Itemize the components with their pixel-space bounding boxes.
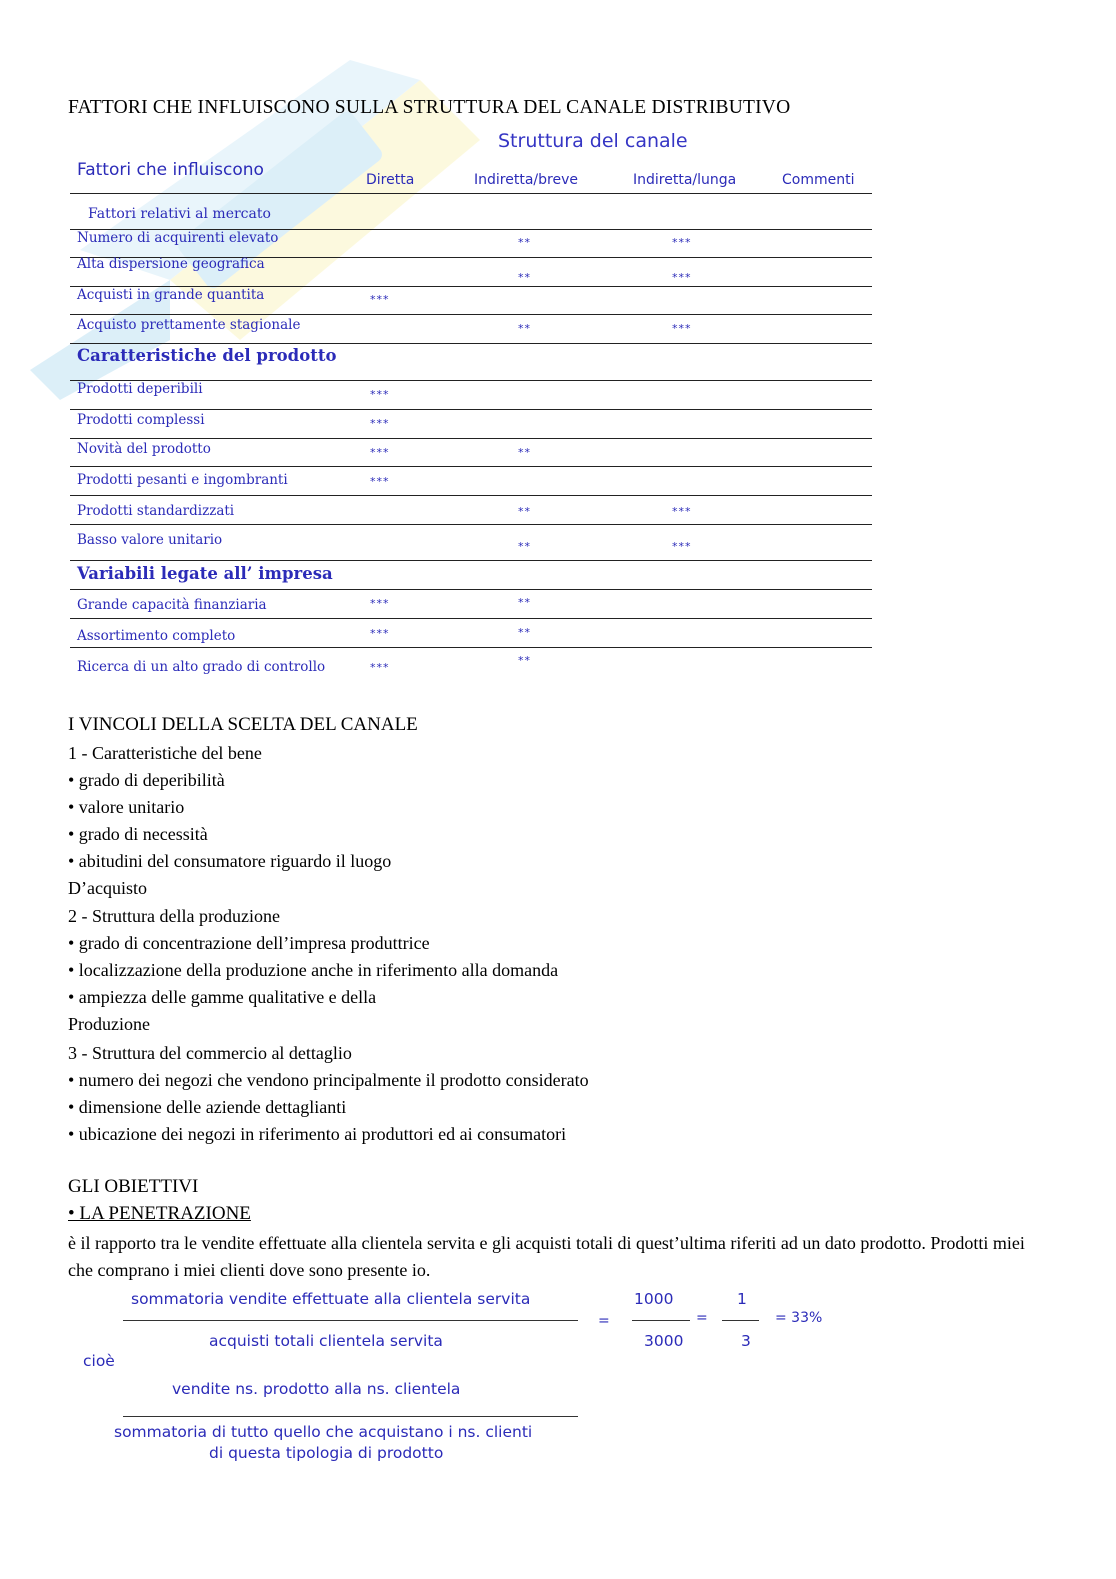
table-group-title: Struttura del canale <box>498 130 688 152</box>
table-rule <box>70 647 872 648</box>
formula-den-value: 3000 <box>644 1332 684 1350</box>
row-mark-diretta: *** <box>370 446 390 459</box>
list-item: • ampiezza delle gamme qualitative e della <box>68 987 377 1007</box>
row-label: Basso valore unitario <box>77 532 223 548</box>
formula-den-simple: 3 <box>741 1332 751 1350</box>
row-label: Ricerca di un alto grado di controllo <box>77 659 326 675</box>
list-item: • numero dei negozi che vendono principalmente il prodotto considerato <box>68 1070 589 1090</box>
row-label: Acquisti in grande quantita <box>77 287 265 303</box>
formula-denominator: acquisti totali clientela servita <box>209 1332 443 1350</box>
row-mark-breve: ** <box>518 596 531 609</box>
row-mark-breve: ** <box>518 626 531 639</box>
table-rule <box>70 438 872 439</box>
list-item: • abitudini del consumatore riguardo il luogo <box>68 851 392 871</box>
row-label: Acquisto prettamente stagionale <box>77 317 301 333</box>
formula-numerator: sommatoria vendite effettuate alla clientela servita <box>131 1290 531 1308</box>
row-label: Assortimento completo <box>77 628 236 644</box>
row-mark-breve: ** <box>518 236 531 249</box>
column-header-diretta: Diretta <box>366 172 415 188</box>
fraction-bar <box>722 1320 759 1321</box>
table-rule <box>70 314 872 315</box>
column-header-indiretta-lunga: Indiretta/lunga <box>633 172 737 188</box>
table-rule <box>70 589 872 590</box>
column-header-indiretta-breve: Indiretta/breve <box>474 172 578 188</box>
row-mark-breve: ** <box>518 540 531 553</box>
penetrazione-heading: • LA PENETRAZIONE <box>68 1203 251 1224</box>
table-rule <box>70 495 872 496</box>
row-mark-lunga: *** <box>672 540 692 553</box>
list-item: • dimensione delle aziende dettaglianti <box>68 1097 347 1117</box>
list-item: • grado di deperibilità <box>68 770 225 790</box>
list-item: Produzione <box>68 1014 150 1034</box>
row-label: Prodotti pesanti e ingombranti <box>77 472 288 488</box>
formula-equals: = <box>696 1310 708 1326</box>
row-mark-diretta: *** <box>370 475 390 488</box>
list-item: • grado di concentrazione dell’impresa produttrice <box>68 933 430 953</box>
fraction-bar <box>123 1416 578 1417</box>
row-label: Numero di acquirenti elevato <box>77 230 279 246</box>
factors-header: Fattori che influiscono <box>77 160 264 180</box>
obiettivi-heading: GLI OBIETTIVI <box>68 1176 199 1197</box>
row-mark-diretta: *** <box>370 417 390 430</box>
row-mark-breve: ** <box>518 271 531 284</box>
row-mark-breve: ** <box>518 505 531 518</box>
section-title-impresa: Variabili legate all’ impresa <box>77 564 333 583</box>
list-item: 3 - Struttura del commercio al dettaglio <box>68 1043 352 1063</box>
list-item: • localizzazione della produzione anche in riferimento alla domanda <box>68 960 559 980</box>
list-item: • grado di necessità <box>68 824 208 844</box>
vincoli-list <box>68 740 589 1148</box>
row-mark-diretta: *** <box>370 293 390 306</box>
formula-equals: = <box>598 1313 610 1329</box>
table-rule <box>70 193 872 194</box>
formula-denominator-2-line2: di questa tipologia di prodotto <box>209 1444 444 1462</box>
list-item: 1 - Caratteristiche del bene <box>68 743 262 763</box>
row-mark-diretta: *** <box>370 388 390 401</box>
row-mark-diretta: *** <box>370 661 390 674</box>
row-mark-diretta: *** <box>370 597 390 610</box>
fraction-bar <box>632 1320 690 1321</box>
formula-denominator-2-line1: sommatoria di tutto quello che acquistano i ns. clienti <box>114 1423 533 1441</box>
row-mark-diretta: *** <box>370 627 390 640</box>
row-mark-lunga: *** <box>672 505 692 518</box>
formula-numerator-2: vendite ns. prodotto alla ns. clientela <box>172 1380 461 1398</box>
row-mark-breve: ** <box>518 446 531 459</box>
table-rule <box>70 466 872 467</box>
column-header-commenti: Commenti <box>782 172 855 188</box>
table-rule <box>70 618 872 619</box>
list-item: 2 - Struttura della produzione <box>68 906 280 926</box>
row-mark-lunga: *** <box>672 271 692 284</box>
list-item: • valore unitario <box>68 797 185 817</box>
row-mark-lunga: *** <box>672 236 692 249</box>
row-label: Prodotti deperibili <box>77 381 203 397</box>
table-rule <box>70 560 872 561</box>
row-label: Novità del prodotto <box>77 441 211 457</box>
list-item: • ubicazione dei negozi in riferimento ai produttori ed ai consumatori <box>68 1124 567 1144</box>
row-label: Prodotti standardizzati <box>77 503 235 519</box>
vincoli-heading: I VINCOLI DELLA SCELTA DEL CANALE <box>68 714 418 735</box>
formula-num-simple: 1 <box>737 1290 747 1308</box>
formula-num-value: 1000 <box>634 1290 674 1308</box>
formula-cioe: cioè <box>83 1352 115 1370</box>
row-mark-breve: ** <box>518 322 531 335</box>
formula-result: = 33% <box>775 1310 823 1326</box>
row-mark-lunga: *** <box>672 322 692 335</box>
list-item: D’acquisto <box>68 878 147 898</box>
fraction-bar <box>123 1320 578 1321</box>
section-title-mercato: Fattori relativi al mercato <box>88 206 271 222</box>
penetrazione-paragraph: è il rapporto tra le vendite effettuate alla clientela servita e gli acquisti totali di quest’ultima riferiti ad un dato prodotto. Prodotti miei che comprano i miei clienti dove sono presente io. <box>68 1233 1025 1280</box>
row-label: Grande capacità finanziaria <box>77 597 267 613</box>
table-rule <box>70 409 872 410</box>
row-mark-breve: ** <box>518 654 531 667</box>
page-title: FATTORI CHE INFLUISCONO SULLA STRUTTURA DEL CANALE DISTRIBUTIVO <box>68 97 791 118</box>
section-title-prodotto: Caratteristiche del prodotto <box>77 346 337 365</box>
table-rule <box>70 343 872 344</box>
row-label: Prodotti complessi <box>77 412 205 428</box>
table-rule <box>70 524 872 525</box>
row-label: Alta dispersione geografica <box>77 256 265 272</box>
